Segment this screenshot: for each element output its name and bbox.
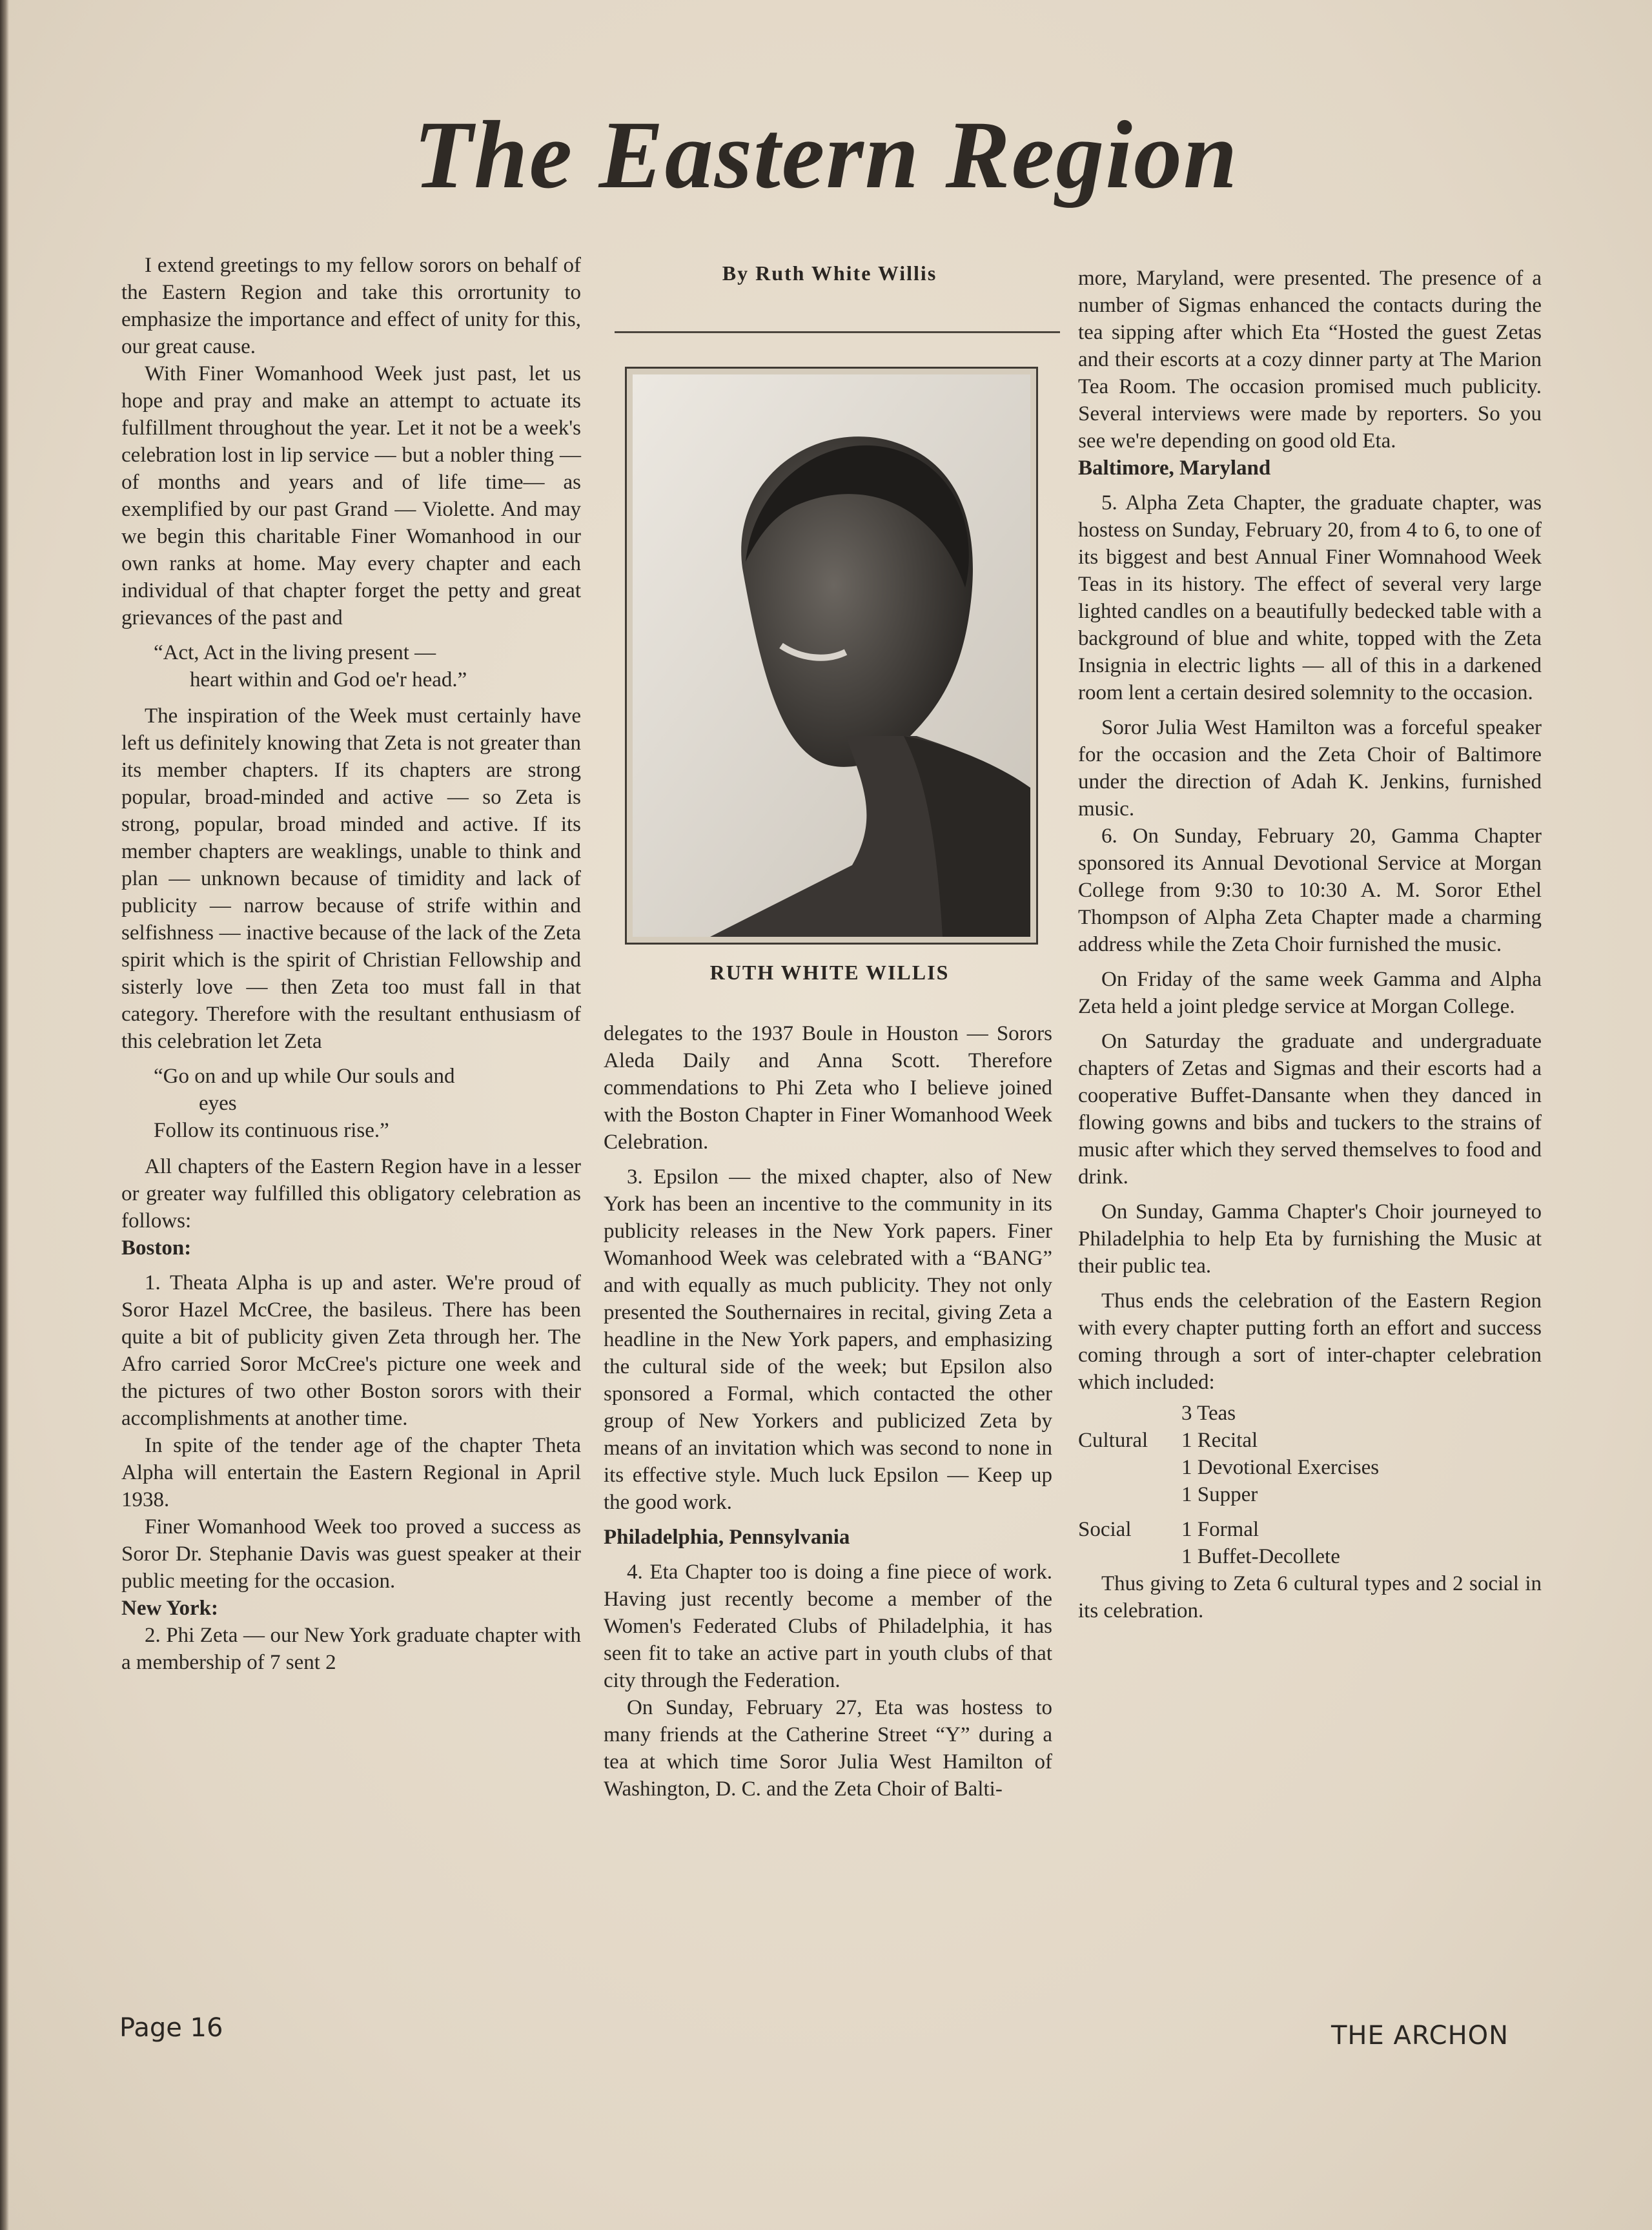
celebration-list [1078, 1400, 1542, 1570]
paragraph: On Sunday, Gamma Chapter's Choir journeyed to Philadelphia to help Eta by furnishing the Music at their public tea. [1078, 1200, 1542, 1278]
list-item: Cultural 1 Recital [1078, 1427, 1542, 1454]
page-number: Page 16 [119, 2013, 223, 2043]
section-heading: Boston: [121, 1236, 192, 1260]
poem-quote [154, 1063, 581, 1144]
list-item: 1 Supper [1181, 1483, 1258, 1506]
list-item: 3 Teas [1181, 1402, 1236, 1425]
column-2 [604, 1020, 1052, 1803]
paragraph: In spite of the tender age of the chapter Theta Alpha will entertain the Eastern Regional in April 1938. [121, 1434, 581, 1511]
paragraph: 5. Alpha Zeta Chapter, the graduate chapter, was hostess on Sunday, February 20, from 4 to 6, to one of its biggest and best Annual Finer Womnahood Week Teas in its history. The effect of several very large lighted candles on a beautifully bedecked table with a background of blue and white, topped with the Zeta Insignia in electric lights — all of this in a darkened room lent a certain desired solemnity to the occasion. [1078, 491, 1542, 704]
paragraph: 1. Theata Alpha is up and aster. We're proud of Soror Hazel McCree, the basileus. There has been quite a bit of publicity given Zeta through her. The Afro carried Soror McCree's picture one week and the pictures of two other Boston sorors with their accomplishments at another time. [121, 1271, 581, 1430]
paragraph: Thus ends the celebration of the Eastern Region with every chapter putting forth an effort and success coming through a sort of inter-chapter celebration which included: [1078, 1289, 1542, 1394]
poem-quote [154, 639, 581, 693]
paragraph: The inspiration of the Week must certainly have left us definitely knowing that Zeta is not greater than its member chapters. If its chapters are strong popular, broad-minded and active — so Zeta is strong, popular, broad minded and active. If its member chapters are weaklings, unable to think and plan — unknown because of timidity and lack of publicity — narrow because of strife within and selfishness — inactive because of the lack of the Zeta spirit which is the spirit of Christian Fellowship and sisterly love — then Zeta too must fall in that category. Therefore with the resultant enthusiasm of this celebration let Zeta [121, 704, 581, 1053]
list-item: Social 1 Formal [1078, 1516, 1542, 1543]
byline: By Ruth White Willis [722, 261, 937, 285]
quote-line: eyes [199, 1092, 237, 1115]
list-category: Social [1078, 1518, 1132, 1541]
section-heading: Baltimore, Maryland [1078, 456, 1271, 480]
page-binding-edge [0, 0, 9, 2230]
paragraph: On Friday of the same week Gamma and Alpha Zeta held a joint pledge service at Morgan College. [1078, 968, 1542, 1018]
paragraph: delegates to the 1937 Boule in Houston — Sorors Aleda Daily and Anna Scott. Therefore commendations to Phi Zeta who I believe joined with the Boston Chapter in Finer Womanhood Week Celebration. [604, 1022, 1052, 1154]
article-title: The Eastern Region [413, 101, 1239, 209]
divider-rule [615, 331, 1060, 333]
section-heading: New York: [121, 1597, 218, 1620]
paragraph: 6. On Sunday, February 20, Gamma Chapter sponsored its Annual Devotional Service at Morgan College from 9:30 to 10:30 A. M. Soror Ethel Thompson of Alpha Zeta Chapter made a charming address while the Zeta Choir furnished the music. [1078, 824, 1542, 956]
list-category: Cultural [1078, 1429, 1148, 1452]
paragraph: On Sunday, February 27, Eta was hostess to many friends at the Catherine Street “Y” during a tea at which time Soror Julia West Hamilton of Washington, D. C. and the Zeta Choir of Balti- [604, 1696, 1052, 1801]
paragraph: Finer Womanhood Week too proved a success as Soror Dr. Stephanie Davis was guest speaker at their public meeting for the occasion. [121, 1515, 581, 1593]
portrait-photo [625, 367, 1038, 945]
paragraph: 2. Phi Zeta — our New York graduate chapter with a membership of 7 sent 2 [121, 1624, 581, 1674]
paragraph: 4. Eta Chapter too is doing a fine piece of work. Having just recently become a member of the Women's Federated Clubs of Philadelphia, it has seen fit to take an active part in youth clubs of that city through the Federation. [604, 1560, 1052, 1692]
list-item: 1 Devotional Exercises [1181, 1456, 1380, 1479]
section-heading: Philadelphia, Pennsylvania [604, 1526, 850, 1549]
paragraph: Soror Julia West Hamilton was a forceful speaker for the occasion and the Zeta Choir of Baltimore under the direction of Adah K. Jenkins, furnished music. [1078, 716, 1542, 821]
list-item: 1 Buffet-Decollete [1181, 1545, 1340, 1568]
paragraph: All chapters of the Eastern Region have in a lesser or greater way fulfilled this obligatory celebration as follows: [121, 1155, 581, 1233]
paragraph: I extend greetings to my fellow sorors on behalf of the Eastern Region and take this orrortunity to emphasize the importance and effect of unity for this, our great cause. [121, 254, 581, 358]
quote-line: “Go on and up while Our souls and [154, 1065, 455, 1088]
quote-line: “Act, Act in the living present — [154, 641, 436, 664]
portrait-image [633, 374, 1030, 937]
paragraph: 3. Epsilon — the mixed chapter, also of New York has been an incentive to the community in its publicity releases in the New York papers. Finer Womanhood Week was celebrated with a “BANG” and with equally as much publicity. They not only presented the Southernaires in recital, giving Zeta a headline in the New York papers, and emphasizing the cultural side of the week; but Epsilon also sponsored a Formal, which contacted the other group of New Yorkers and publicized Zeta by means of an invitation which was second to none in its effective style. Much luck Epsilon — Keep up the good work. [604, 1165, 1052, 1514]
paragraph: With Finer Womanhood Week just past, let us hope and pray and make an attempt to actuate its fulfillment throughout the year. Let it not be a week's celebration lost in lip service — but a nobler thing —of months and years and of life time— as exemplified by our past Grand — Violette. And may we begin this charitable Finer Womanhood in our own ranks at home. May every chapter and each individual of that chapter forget the petty and great grievances of the past and [121, 362, 581, 629]
paragraph: Thus giving to Zeta 6 cultural types and 2 social in its celebration. [1078, 1572, 1542, 1622]
photo-caption: RUTH WHITE WILLIS [709, 961, 950, 984]
column-3 [1078, 265, 1542, 1624]
column-1 [121, 252, 581, 1676]
quote-line: heart within and God oe'r head.” [190, 668, 467, 691]
paragraph: more, Maryland, were presented. The presence of a number of Sigmas enhanced the contacts during the tea sipping after which Eta “Hosted the guest Zetas and their escorts at a cozy dinner party at The Marion Tea Room. The occasion promised much publicity. Several interviews were made by reporters. So you see we're depending on good old Eta. [1078, 267, 1542, 453]
paragraph: On Saturday the graduate and undergraduate chapters of Zetas and Sigmas and their escorts had a cooperative Buffet-Dansante when they danced in flowing gowns and bibs and tuckers to the strains of music after which they served themselves to food and drink. [1078, 1030, 1542, 1189]
quote-line: Follow its continuous rise.” [154, 1119, 389, 1142]
publication-name: THE ARCHON [1331, 2021, 1509, 2051]
